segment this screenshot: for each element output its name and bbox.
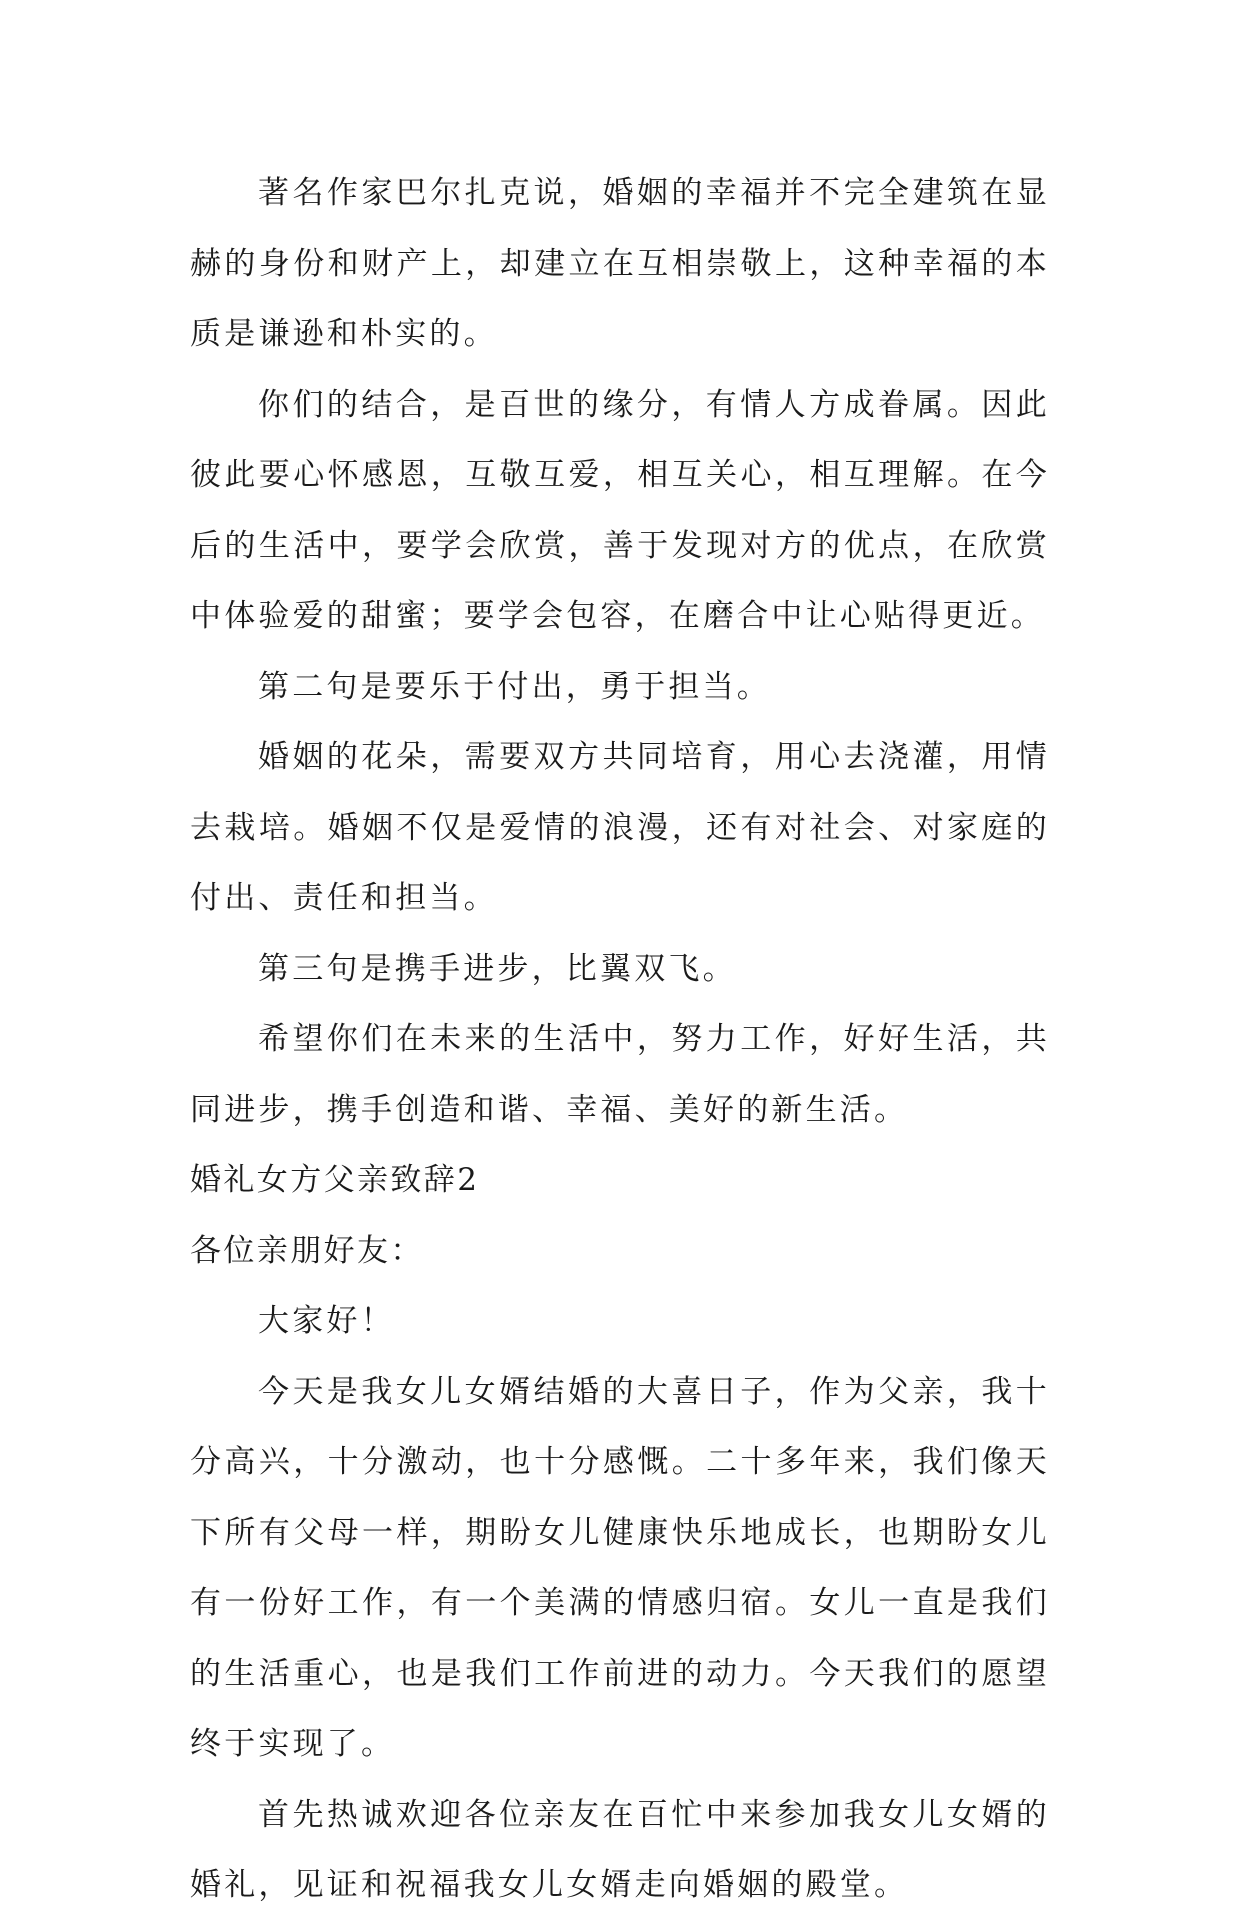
- paragraph: 你们的结合，是百世的缘分，有情人方成眷属。因此彼此要心怀感恩，互敬互爱，相互关心，相互理解。在今后的生活中，要学会欣赏，善于发现对方的优点，在欣赏中体验爱的甜蜜；要学会包容，在磨合中让心贴得更近。: [190, 386, 1050, 634]
- greeting: 大家好！: [258, 1303, 395, 1339]
- document-body: [190, 158, 1050, 1921]
- paragraph: 今天是我女儿女婿结婚的大喜日子，作为父亲，我十分高兴，十分激动，也十分感慨。二十多年来，我们像天下所有父母一样，期盼女儿健康快乐地成长，也期盼女儿有一份好工作，有一个美满的情感归宿。女儿一直是我们的生活重心，也是我们工作前进的动力。今天我们的愿望终于实现了。: [190, 1373, 1050, 1762]
- paragraph: 希望你们在未来的生活中，努力工作，好好生活，共同进步，携手创造和谐、幸福、美好的新生活。: [190, 1021, 1050, 1128]
- paragraph: 第三句是携手进步，比翼双飞。: [258, 950, 737, 987]
- section-heading: 婚礼女方父亲致辞2: [190, 1162, 480, 1198]
- salutation: 各位亲朋好友：: [190, 1232, 424, 1269]
- paragraph: 著名作家巴尔扎克说，婚姻的幸福并不完全建筑在显赫的身份和财产上，却建立在互相崇敬上，这种幸福的本质是谦逊和朴实的。: [190, 175, 1050, 352]
- paragraph: 第二句是要乐于付出，勇于担当。: [258, 668, 771, 705]
- paragraph: 首先热诚欢迎各位亲友在百忙中来参加我女儿女婿的婚礼，见证和祝福我女儿女婿走向婚姻的殿堂。: [190, 1796, 1050, 1903]
- paragraph: 婚姻的花朵，需要双方共同培育，用心去浇灌，用情去栽培。婚姻不仅是爱情的浪漫，还有对社会、对家庭的付出、责任和担当。: [190, 739, 1050, 916]
